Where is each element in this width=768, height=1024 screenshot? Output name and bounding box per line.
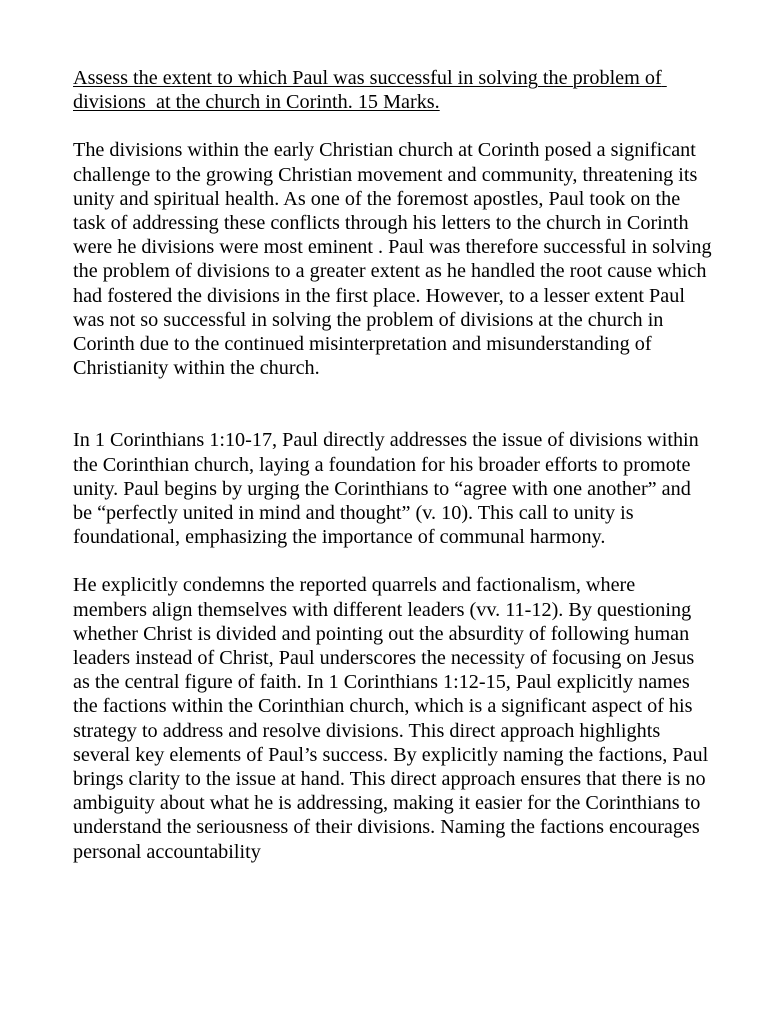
spacer xyxy=(73,114,713,138)
paragraph-introduction: The divisions within the early Christian church at Corinth posed a significant challenge to the growing Christian movement and community, threatening its unity and spiritual health. As one of the foremost apostles, Paul took on the task of addressing these conflicts through his letters to the church in Corinth were he divisions were most eminent . Paul was therefore successful in solving the problem of divisions to a greater extent as he handled the root cause which had fostered the divisions in the first place. However, to a lesser extent Paul was not so successful in solving the problem of divisions at the church in Corinth due to the continued misinterpretation and misunderstanding of Christianity within the church. xyxy=(73,139,712,380)
paragraph-factions: He explicitly condemns the reported quarrels and factionalism, where members align themselves with different leaders (vv. 11-12). By questioning whether Christ is divided and pointing out the absurdity of following human leaders instead of Christ, Paul underscores the necessity of focusing on Jesus as the central figure of faith. In 1 Corinthians 1:12-15, Paul explicitly names the factions within the Corinthian church, which is a significant aspect of his strategy to address and resolve divisions. This direct approach highlights several key elements of Paul’s success. By explicitly naming the factions, Paul brings clarity to the issue at hand. This direct approach ensures that there is no ambiguity about what he is addressing, making it easier for the Corinthians to understand the seriousness of their divisions. Naming the factions encourages personal accountability xyxy=(73,574,709,863)
spacer xyxy=(73,549,713,573)
spacer xyxy=(73,380,713,428)
essay-question-title: Assess the extent to which Paul was successful in solving the problem of divisions at the church in Corinth. 15 Marks. xyxy=(73,67,667,114)
paragraph-corinthians-1-10: In 1 Corinthians 1:10-17, Paul directly addresses the issue of divisions within the Corinthian church, laying a foundation for his broader efforts to promote unity. Paul begins by urging the Corinthians to “agree with one another” and be “perfectly united in mind and thought” (v. 10). This call to unity is foundational, emphasizing the importance of communal harmony. xyxy=(73,429,699,549)
document-page xyxy=(73,66,713,864)
